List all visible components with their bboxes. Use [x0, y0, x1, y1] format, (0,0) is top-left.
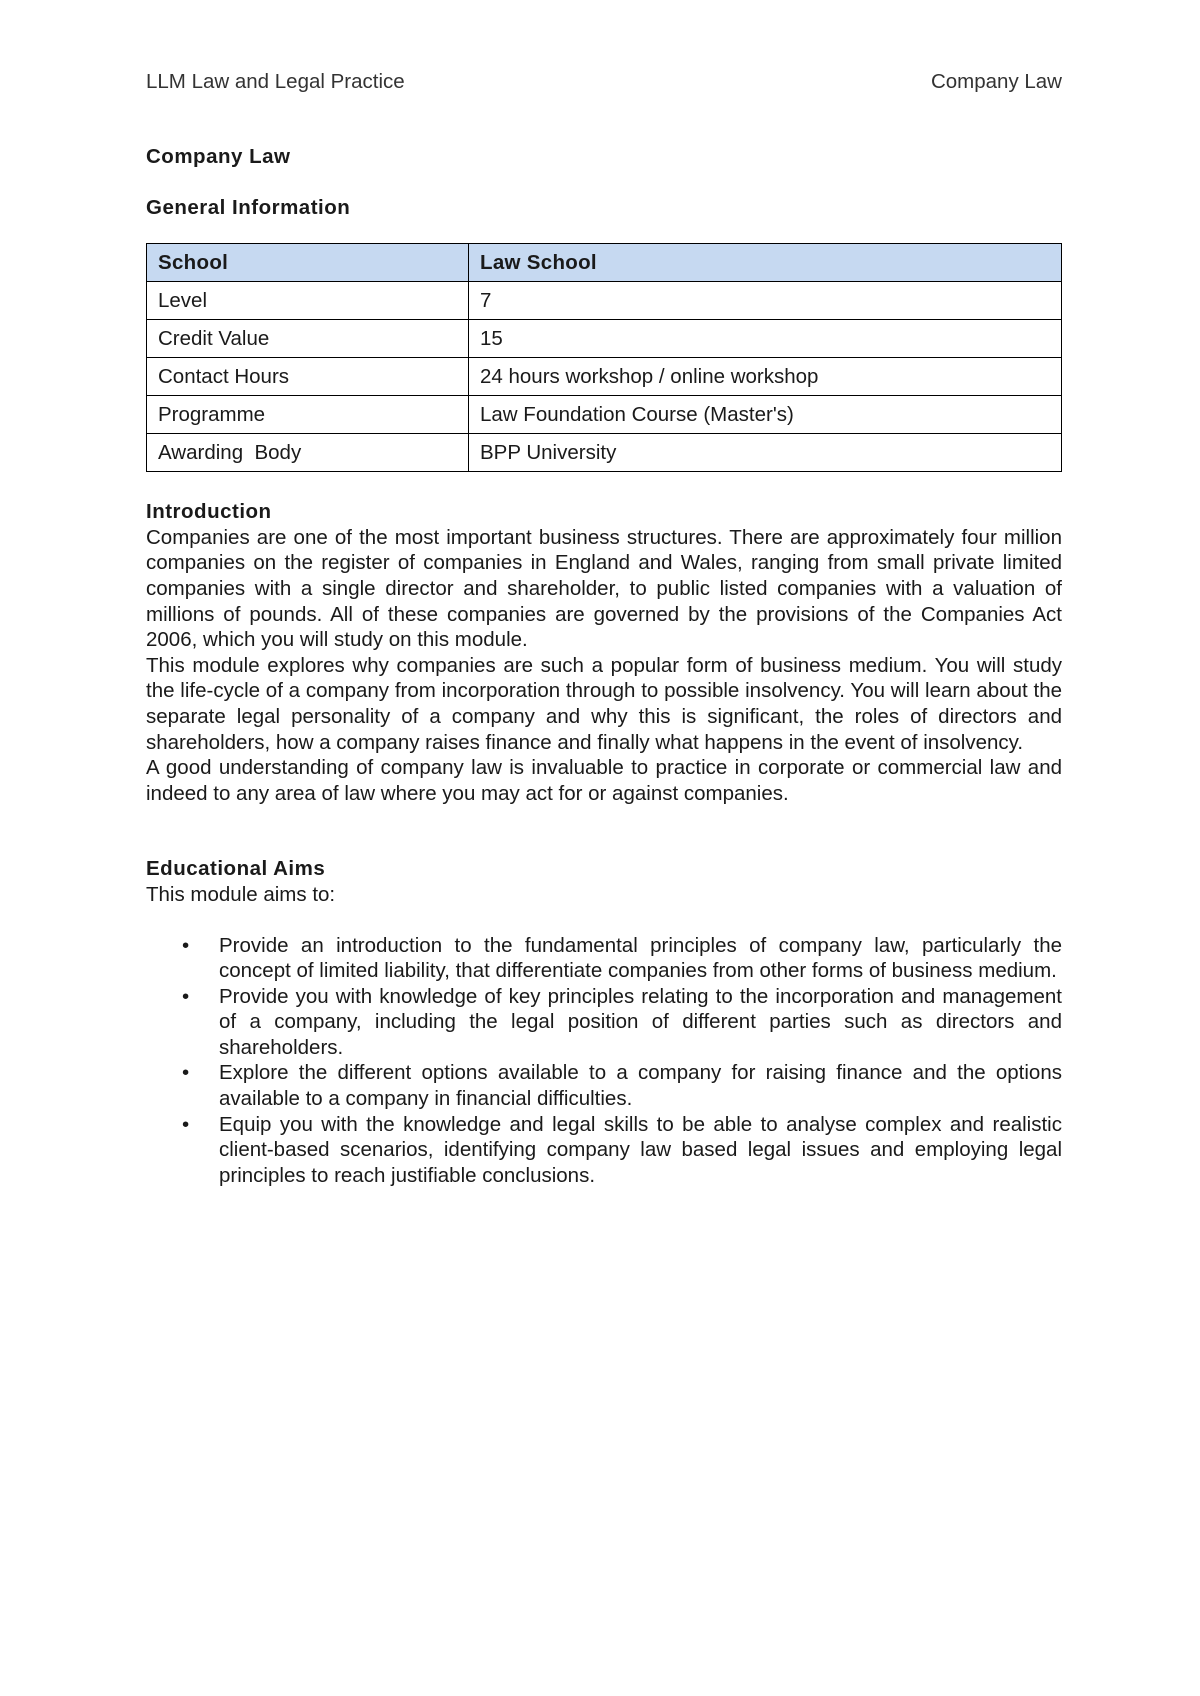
table-header-row: [147, 244, 1062, 282]
row-value: 24 hours workshop / online workshop: [469, 358, 1062, 396]
table-header-value: Law School: [469, 244, 1062, 282]
list-item-text: Explore the different options available to a company for raising finance and the options available to a company in financial difficulties.: [219, 1061, 1062, 1111]
table-row: [147, 358, 1062, 396]
table-row: [147, 320, 1062, 358]
list-item-text: Provide an introduction to the fundamental principles of company law, particularly the concept of limited liability, that differentiate companies from other forms of business medium.: [219, 933, 1062, 983]
introduction-heading: Introduction: [146, 500, 272, 524]
general-information-table: [146, 243, 1062, 472]
row-value: Law Foundation Course (Master's): [469, 396, 1062, 434]
document-title: Company Law: [146, 145, 291, 168]
bullet-icon: •: [182, 1112, 190, 1136]
list-item: [146, 1060, 1062, 1111]
table-header-label: School: [147, 244, 469, 282]
list-item: [146, 984, 1062, 1061]
page-header: [146, 70, 1062, 94]
educational-aims-intro: This module aims to:: [146, 882, 336, 906]
row-label: Contact Hours: [147, 358, 469, 396]
row-value: 7: [469, 282, 1062, 320]
list-item-text: Provide you with knowledge of key principles relating to the incorporation and management of a company, including the legal position of different parties such as directors and shareholders.: [219, 984, 1062, 1059]
bullet-icon: •: [182, 933, 190, 957]
introduction-paragraph: This module explores why companies are such a popular form of business medium. You will study the life-cycle of a company from incorporation through to possible insolvency. You will learn about the separate legal personality of a company and why this is significant, the roles of directors and shareholders, how a company raises finance and finally what happens in the event of insolvency.: [146, 653, 1062, 754]
row-label: Level: [147, 282, 469, 320]
header-right: Company Law: [930, 70, 1062, 93]
educational-aims-list: [146, 933, 1062, 1189]
list-item: [146, 1112, 1062, 1189]
educational-aims-heading: Educational Aims: [146, 857, 326, 881]
row-value: 15: [469, 320, 1062, 358]
general-information-heading: General Information: [146, 195, 351, 219]
table-row: [147, 282, 1062, 320]
page-content: [146, 144, 1062, 1188]
bullet-icon: •: [182, 984, 190, 1008]
table-row: [147, 396, 1062, 434]
introduction-paragraph: Companies are one of the most important business structures. There are approximately four million companies on the register of companies in England and Wales, ranging from small private limited companies with a single director and shareholder, to public listed companies with a valuation of millions of pounds. All of these companies are governed by the provisions of the Companies Act 2006, which you will study on this module.: [146, 525, 1062, 652]
row-label: Programme: [147, 396, 469, 434]
row-label: Credit Value: [147, 320, 469, 358]
list-item: [146, 933, 1062, 984]
bullet-icon: •: [182, 1061, 190, 1085]
table-row: [147, 434, 1062, 472]
introduction-paragraph: A good understanding of company law is invaluable to practice in corporate or commercial law and indeed to any area of law where you may act for or against companies.: [146, 756, 1062, 805]
row-label: Awarding Body: [147, 434, 469, 472]
header-left: LLM Law and Legal Practice: [146, 70, 405, 93]
list-item-text: Equip you with the knowledge and legal skills to be able to analyse complex and realistic client-based scenarios, identifying company law based legal issues and employing legal principles to reach justifiable conclusions.: [219, 1112, 1062, 1187]
row-value: BPP University: [469, 434, 1062, 472]
